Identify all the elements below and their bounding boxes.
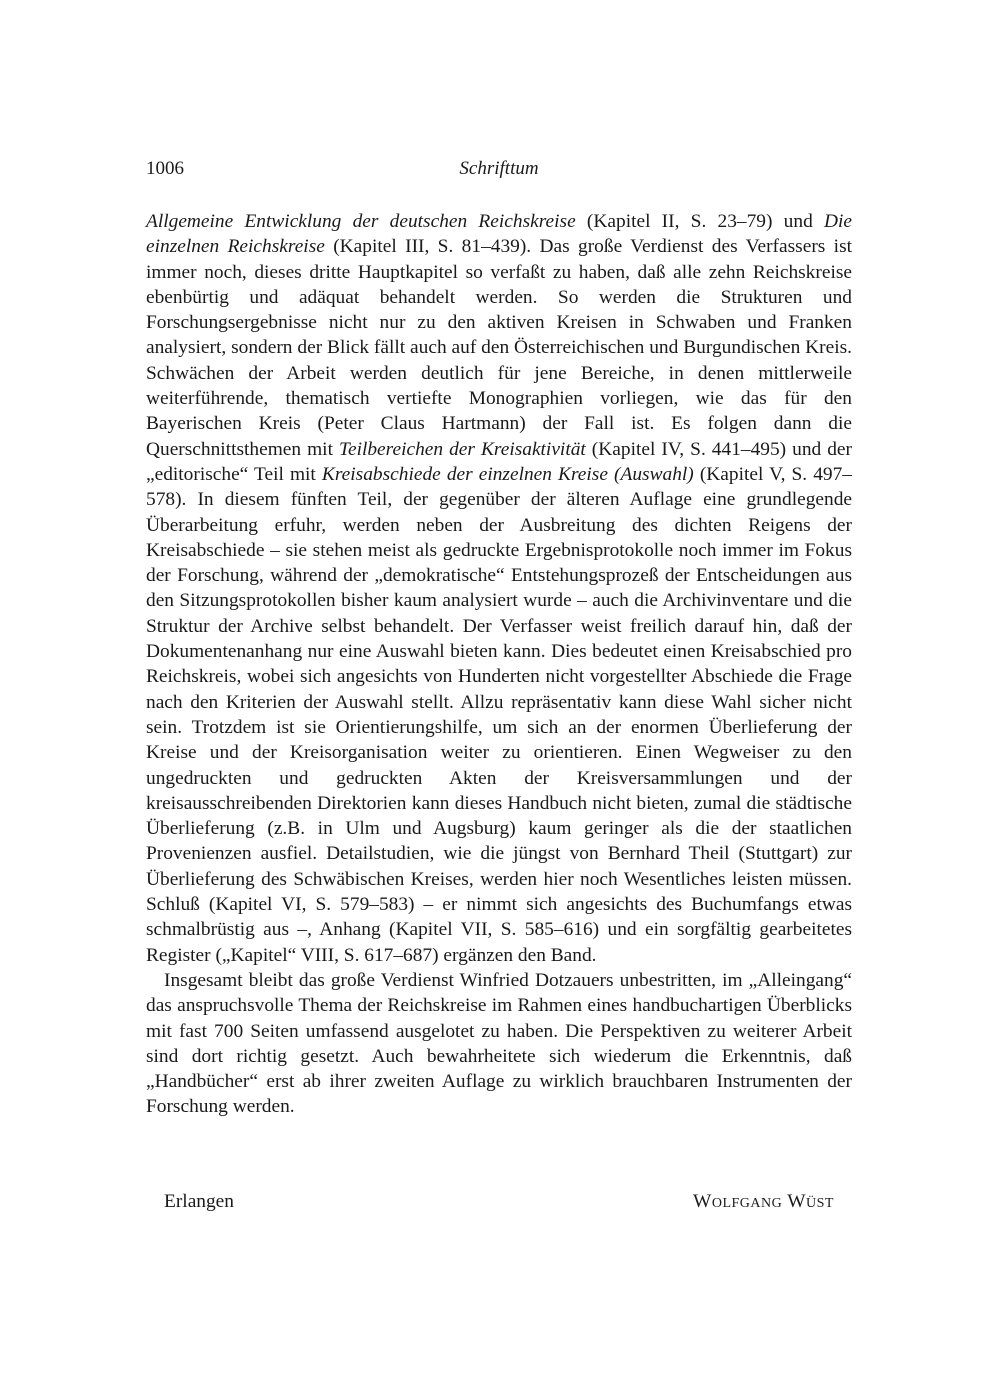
page-header <box>146 158 852 186</box>
text-run: (Kapitel II, S. 23–79) und <box>575 211 824 232</box>
text-run: (Kapitel III, S. 81–439). Das große Verdienst des Verfassers ist immer noch, dieses dritte Hauptkapitel so verfaßt zu haben, daß alle zehn Reichskreise ebenbürtig und adäquat behandelt werden. So werden die Strukturen und Forschungsergebnisse nicht nur zu den aktiven Kreisen in Schwaben und Franken analysiert, sondern der Blick fällt auch auf den Österreichischen und Burgundischen Kreis. Schwächen der Arbeit werden deutlich für jene Bereiche, in denen mittlerweile weiterführende, thematisch vertiefte Monographien vorliegen, wie das für den Bayerischen Kreis (Peter Claus Hartmann) der Fall ist. Es folgen dann die Querschnittsthemen mit <box>146 236 852 460</box>
text-run: (Kapitel V, S. 497–578). In diesem fünften Teil, der gegenüber der älteren Auflage eine grundlegende Überarbeitung erfuhr, werden neben der Ausbreitung des dichten Reigens der Kreisabschiede – sie stehen meist als gedruckte Ergebnisprotokolle noch immer im Fokus der Forschung, während der „demokratische“ Entstehungsprozeß der Entscheidungen aus den Sitzungsprotokollen bisher kaum analysiert wurde – auch die Archivinventare und die Struktur der Archive selbst behandelt. Der Verfasser weist freilich darauf hin, daß der Dokumentenanhang nur eine Auswahl bieten kann. Dies bedeutet einen Kreisabschied pro Reichskreis, wobei sich angesichts von Hunderten nicht vorgestellter Abschiede die Frage nach den Kriterien der Auswahl stellt. Allzu repräsentativ kann diese Wahl sicher nicht sein. Trotzdem ist sie Orientierungshilfe, um sich an der enormen Überlieferung der Kreise und der Kreisorganisation weiter zu orientieren. Einen Wegweiser zu den ungedruckten und gedruckten Akten der Kreisversammlungen und der kreisausschreibenden Direktorien kann dieses Handbuch nicht bieten, zumal die städtische Überlieferung (z.B. in Ulm und Augsburg) kaum geringer als die der staatlichen Provenienzen ausfiel. Detailstudien, wie die jüngst von Bernhard Theil (Stuttgart) zur Überlieferung des Schwäbischen Kreises, werden hier noch Wesentliches leisten müssen. Schluß (Kapitel VI, S. 579–583) – er nimmt sich angesichts des Buchumfangs etwas schmalbrüstig aus –, Anhang (Kapitel VII, S. 585–616) und ein sorgfältig gearbeitetes Register („Kapitel“ VIII, S. 617–687) ergänzen den Band. <box>146 463 852 966</box>
signature-line <box>164 1191 834 1219</box>
signature-author: Wolfgang Wüst <box>693 1191 834 1212</box>
signature-place: Erlangen <box>164 1191 234 1212</box>
paragraph-1 <box>146 209 852 968</box>
text-run: (Kapitel IV, S. 441–495) und der „editorische“ Teil mit <box>146 438 852 485</box>
book-part-title: Die einzelnen Reichskreise <box>146 211 852 258</box>
book-part-title: Teilbereichen der Kreisaktivität <box>338 438 586 460</box>
book-part-title: Allgemeine Entwicklung der deutschen Reichskreise <box>146 211 576 232</box>
running-head: Schrifttum <box>459 158 539 179</box>
book-part-title: Kreisabschiede der einzelnen Kreise (Auswahl) <box>321 463 694 485</box>
article-body <box>146 209 852 1120</box>
page-number: 1006 <box>146 158 184 179</box>
paragraph-2: Insgesamt bleibt das große Verdienst Winfried Dotzauers unbestritten, im „Alleingang“ das anspruchsvolle Thema der Reichskreise im Rahmen eines handbuchartigen Überblicks mit fast 700 Seiten umfassend ausgelotet zu haben. Die Perspektiven zu weiterer Arbeit sind dort richtig gesetzt. Auch bewahrheitete sich wiederum die Erkenntnis, daß „Handbücher“ erst ab ihrer zweiten Auflage zu wirklich brauchbaren Instrumenten der Forschung werden. <box>146 969 852 1118</box>
